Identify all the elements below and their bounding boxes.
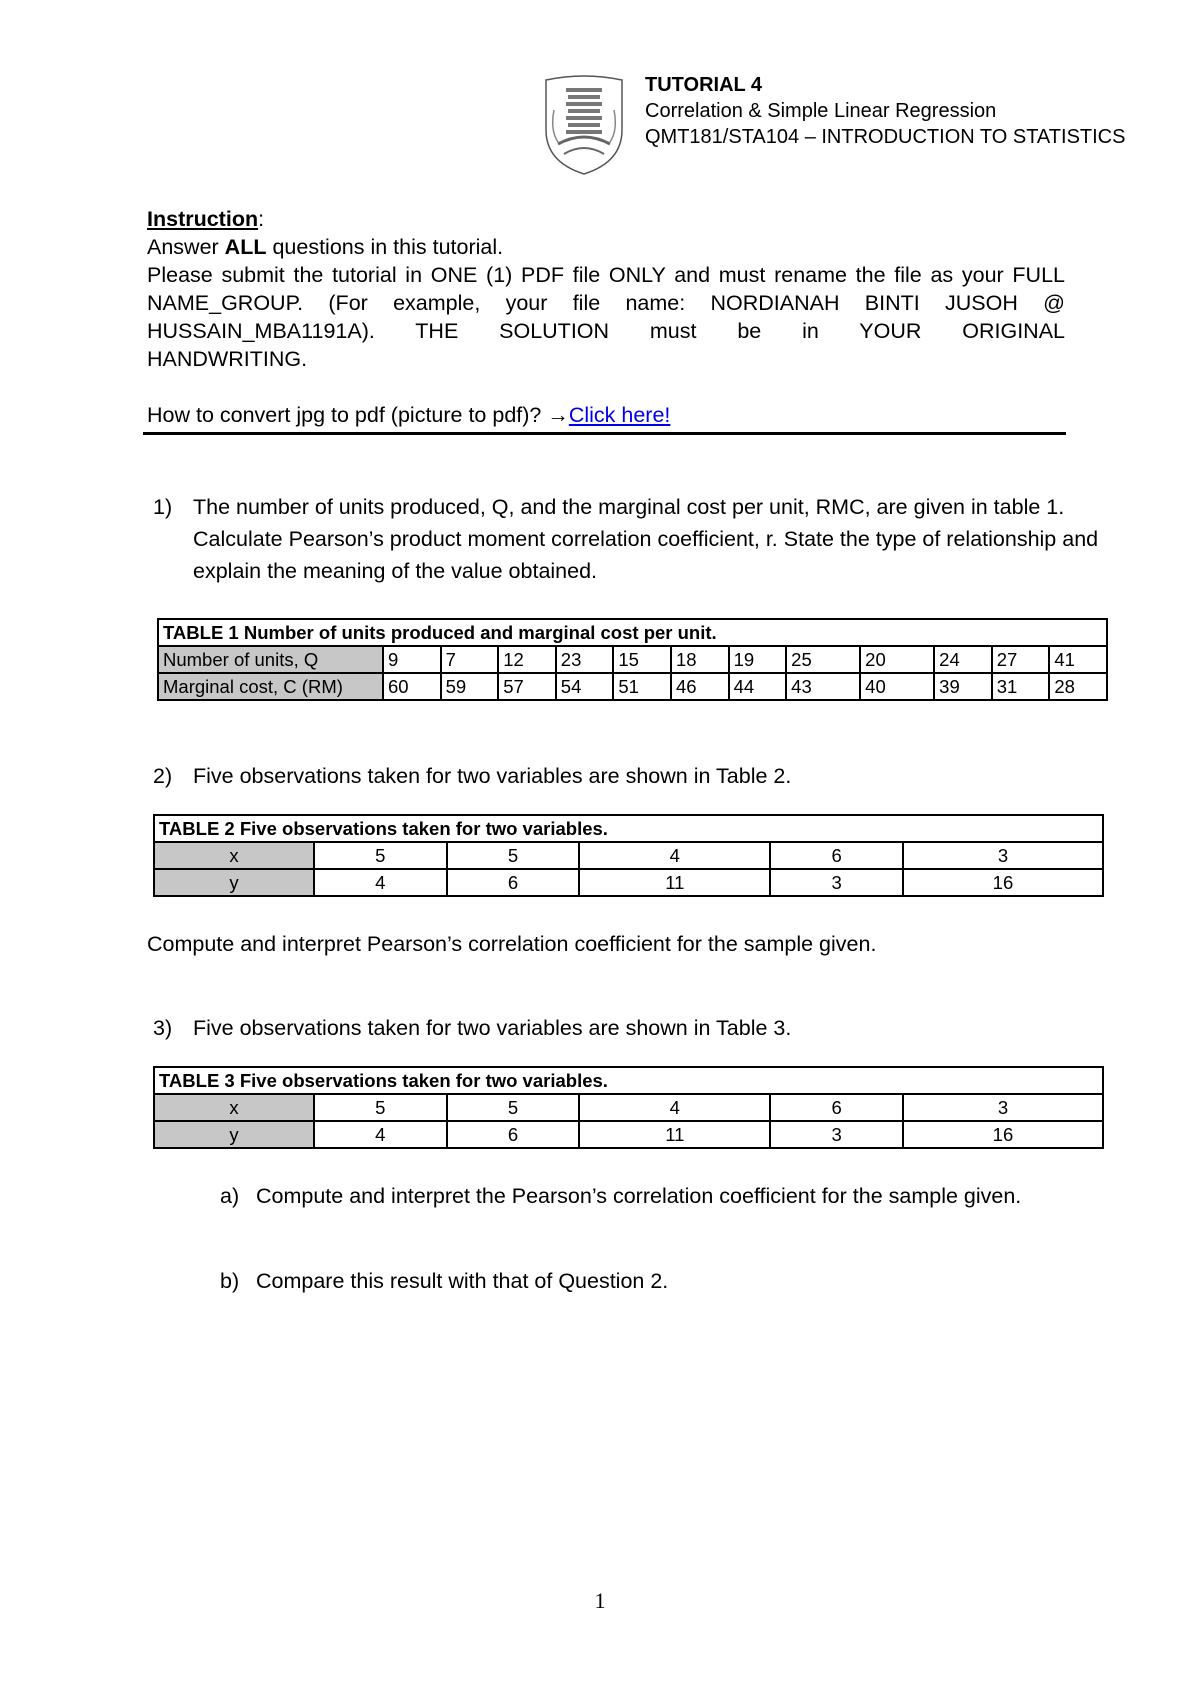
question-2 [153, 760, 1111, 792]
table-cell: 46 [671, 673, 729, 700]
tutorial-subtitle: Correlation & Simple Linear Regression [645, 100, 997, 122]
instruction-line1-prefix: Answer [147, 235, 225, 259]
table-cell: 16 [903, 869, 1103, 896]
table-cell: 28 [1049, 673, 1107, 700]
row-label: x [154, 1094, 314, 1121]
instruction-block [147, 205, 1065, 429]
tutorial-title: TUTORIAL 4 [645, 74, 763, 96]
table-2-caption: TABLE 2 Five observations taken for two variables. [154, 815, 1103, 842]
table-cell: 5 [447, 842, 580, 869]
document-header [645, 72, 1125, 150]
table-cell: 6 [447, 869, 580, 896]
table-cell: 3 [903, 842, 1103, 869]
question-3b-letter: b) [220, 1269, 240, 1293]
row-label: y [154, 1121, 314, 1148]
table-3 [153, 1066, 1104, 1149]
table-cell: 41 [1049, 646, 1107, 673]
table-cell: 9 [383, 646, 441, 673]
instruction-heading: Instruction [147, 207, 259, 231]
table-cell: 4 [314, 869, 447, 896]
table-row [154, 1121, 1103, 1148]
row-label: Number of units, Q [158, 646, 383, 673]
question-3-number: 3) [153, 1016, 173, 1040]
question-3a [220, 1181, 1100, 1211]
question-3b [220, 1266, 1100, 1296]
table-cell: 59 [441, 673, 499, 700]
instruction-paragraph-end: HANDWRITING. [147, 347, 308, 371]
question-1 [153, 491, 1111, 587]
question-3a-letter: a) [220, 1184, 240, 1208]
table-row [154, 1094, 1103, 1121]
table-cell: 4 [579, 842, 770, 869]
table-cell: 19 [729, 646, 787, 673]
question-3a-text: Compute and interpret the Pearson’s correlation coefficient for the sample given. [256, 1184, 1022, 1208]
table-cell: 5 [447, 1094, 580, 1121]
question-2-text: Five observations taken for two variables are shown in Table 2. [193, 764, 792, 788]
table-row [154, 842, 1103, 869]
table-1 [157, 618, 1108, 701]
table-cell: 60 [383, 673, 441, 700]
table-cell: 11 [579, 869, 770, 896]
table-cell: 6 [447, 1121, 580, 1148]
table-cell: 15 [613, 646, 671, 673]
table-cell: 24 [934, 646, 992, 673]
table-cell: 3 [770, 1121, 903, 1148]
question-2-number: 2) [153, 764, 173, 788]
table-cell: 23 [556, 646, 614, 673]
question-3 [153, 1012, 1111, 1044]
click-here-link[interactable]: Click here! [568, 403, 671, 427]
question-2-instruction: Compute and interpret Pearson’s correlation coefficient for the sample given. [147, 932, 877, 956]
table-1-caption: TABLE 1 Number of units produced and marginal cost per unit. [158, 619, 1107, 646]
table-row [158, 646, 1107, 673]
table-2 [153, 814, 1104, 897]
table-cell: 6 [770, 1094, 903, 1121]
question-1-text: The number of units produced, Q, and the marginal cost per unit, RMC, are given in table 1. Calculate Pearson’s product moment correlation coefficient, r. State the type of relationship and explain the meaning of the value obtained. [193, 495, 1099, 583]
table-cell: 25 [786, 646, 860, 673]
question-1-number: 1) [153, 495, 173, 519]
table-row [154, 869, 1103, 896]
table-cell: 51 [613, 673, 671, 700]
table-cell: 5 [314, 1094, 447, 1121]
instruction-all: ALL [224, 235, 267, 259]
university-crest-icon [536, 70, 632, 178]
table-cell: 27 [992, 646, 1050, 673]
table-cell: 6 [770, 842, 903, 869]
table-cell: 57 [498, 673, 556, 700]
table-cell: 7 [441, 646, 499, 673]
table-cell: 43 [786, 673, 860, 700]
table-cell: 12 [498, 646, 556, 673]
row-label: y [154, 869, 314, 896]
table-cell: 20 [860, 646, 934, 673]
table-cell: 40 [860, 673, 934, 700]
table-cell: 5 [314, 842, 447, 869]
convert-text: How to convert jpg to pdf (picture to pdf)? → [147, 403, 569, 427]
table-cell: 31 [992, 673, 1050, 700]
row-label: Marginal cost, C (RM) [158, 673, 383, 700]
section-divider [143, 432, 1066, 435]
table-cell: 54 [556, 673, 614, 700]
question-3b-text: Compare this result with that of Question 2. [256, 1269, 669, 1293]
table-cell: 18 [671, 646, 729, 673]
instruction-paragraph: Please submit the tutorial in ONE (1) PDF file ONLY and must rename the file as your FULL NAME_GROUP. (For example, your file name: NORDIANAH BINTI JUSOH @ HUSSAIN_MBA1191A). THE SOLUTION must be in YOUR ORIGINAL [147, 263, 1065, 343]
row-label: x [154, 842, 314, 869]
table-cell: 3 [903, 1094, 1103, 1121]
page-number: 1 [594, 1588, 606, 1613]
instruction-colon: : [258, 207, 265, 231]
question-3-text: Five observations taken for two variables are shown in Table 3. [193, 1016, 792, 1040]
table-row [158, 673, 1107, 700]
table-cell: 11 [579, 1121, 770, 1148]
course-name: QMT181/STA104 – INTRODUCTION TO STATISTICS [645, 126, 1126, 148]
table-3-caption: TABLE 3 Five observations taken for two variables. [154, 1067, 1103, 1094]
table-cell: 39 [934, 673, 992, 700]
table-cell: 16 [903, 1121, 1103, 1148]
table-cell: 4 [579, 1094, 770, 1121]
table-cell: 3 [770, 869, 903, 896]
table-cell: 4 [314, 1121, 447, 1148]
table-cell: 44 [729, 673, 787, 700]
instruction-line1-suffix: questions in this tutorial. [266, 235, 504, 259]
